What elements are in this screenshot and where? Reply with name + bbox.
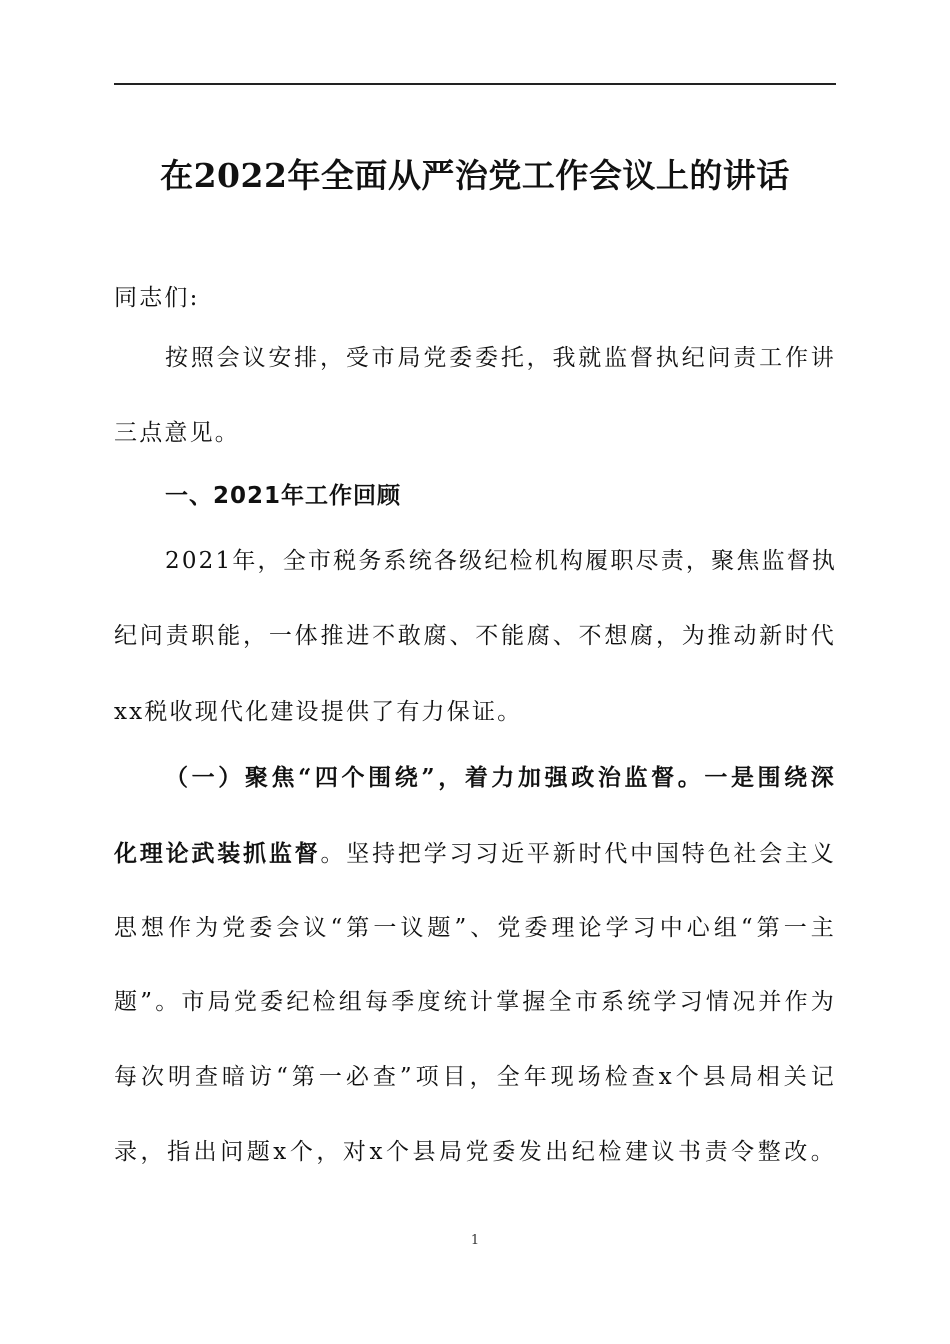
salutation: 同志们: xyxy=(114,285,200,311)
section-para-line-3: xx税收现代化建设提供了有力保证。 xyxy=(114,699,523,725)
page-title: 在2022年全面从严治党工作会议上的讲话 xyxy=(160,156,790,195)
header-rule xyxy=(114,83,836,85)
intro-line-1: 按照会议安排，受市局党委委托，我就监督执纪问责工作讲 xyxy=(165,345,836,371)
section-para-line-1: 2021年，全市税务系统各级纪检机构履职尽责，聚焦监督执 xyxy=(165,548,838,574)
subsection-line-5: 每次明查暗访“第一必查”项目，全年现场检查x个县局相关记 xyxy=(114,1064,836,1090)
subsection-line-4: 题”。市局党委纪检组每季度统计掌握全市系统学习情况并作为 xyxy=(114,989,836,1015)
section-para-line-2: 纪问责职能，一体推进不敢腐、不能腐、不想腐，为推动新时代 xyxy=(114,623,836,649)
subsection-line-3: 思想作为党委会议“第一议题”、党委理论学习中心组“第一主 xyxy=(114,915,836,941)
subsection-heading-line-1: （一）聚焦“四个围绕”，着力加强政治监督。一是围绕深 xyxy=(165,764,836,791)
section-heading: 一、2021年工作回顾 xyxy=(165,483,402,509)
intro-line-2: 三点意见。 xyxy=(114,420,240,446)
subsection-line-2 xyxy=(114,839,836,869)
subsection-bold-phrase: 化理论武装抓监督 xyxy=(114,840,321,867)
page-number: 1 xyxy=(470,1233,480,1248)
subsection-line-2-text: 。坚持把学习习近平新时代中国特色社会主义 xyxy=(320,841,837,867)
subsection-line-6: 录，指出问题x个，对x个县局党委发出纪检建议书责令整改。 xyxy=(114,1139,836,1165)
